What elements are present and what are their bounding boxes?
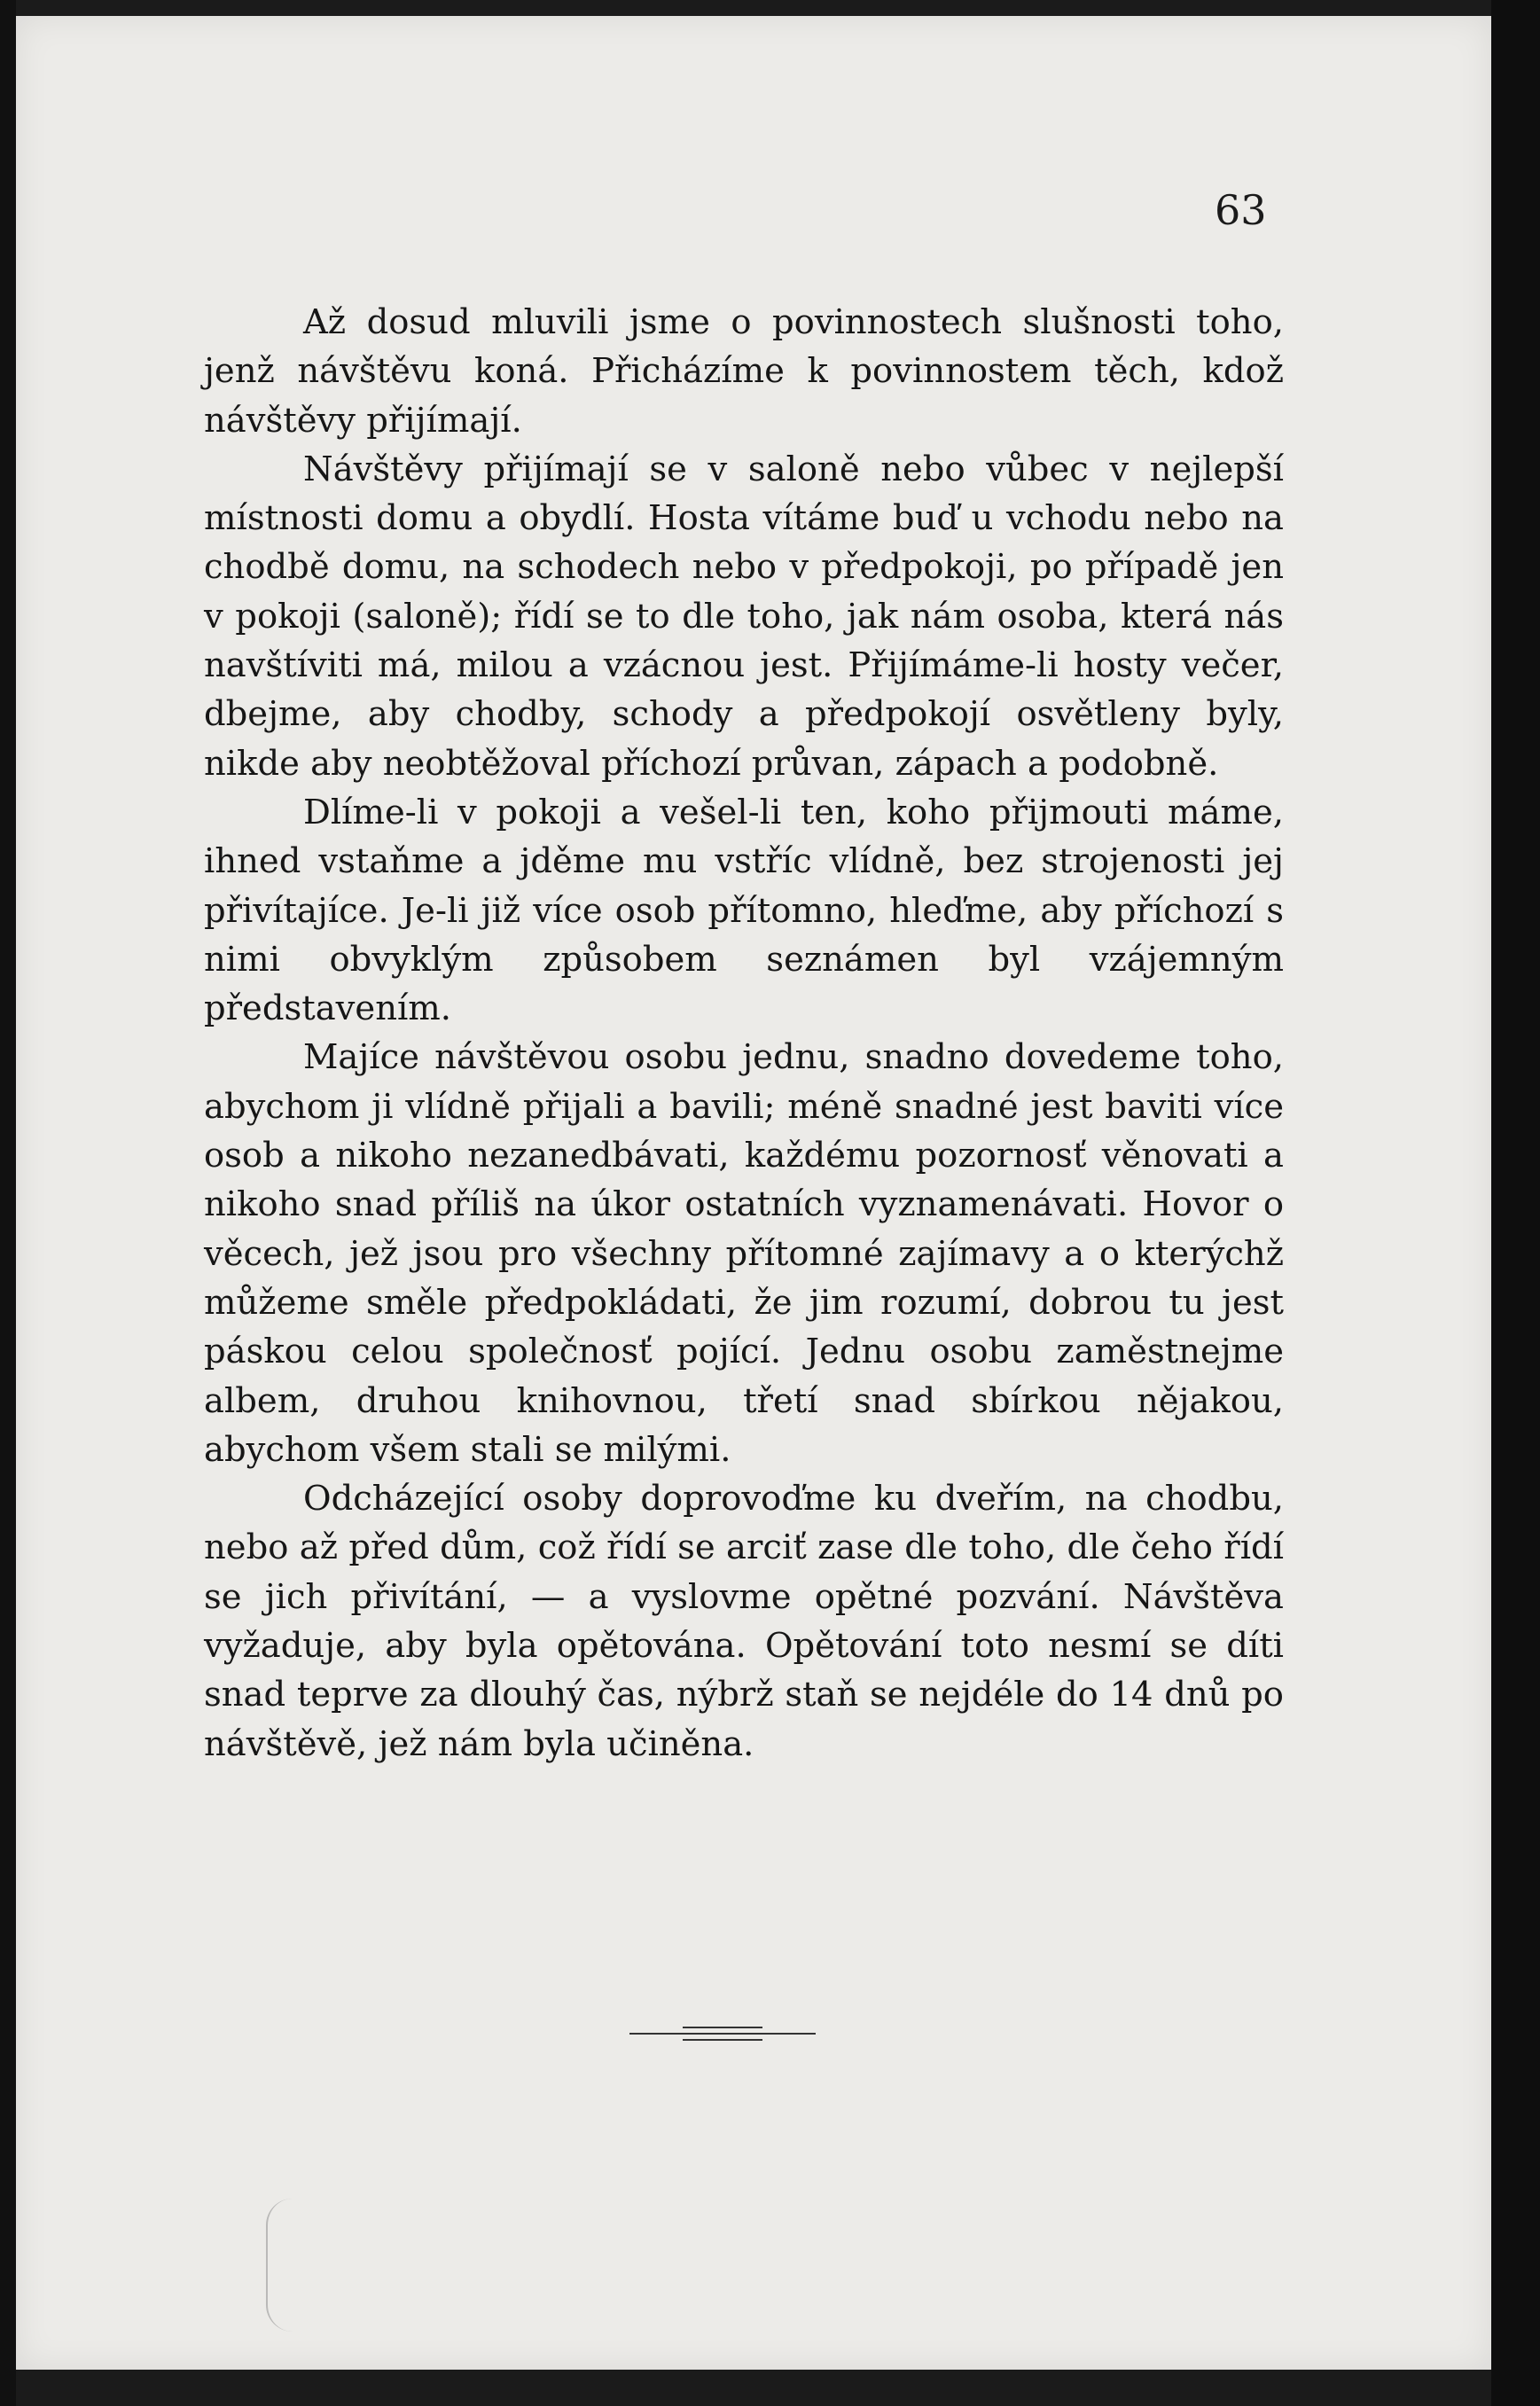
paragraph-5: Odcházející osoby doprovoďme ku dveřím, na chodbu, nebo až před dům, což řídí se arciť zase dle toho, dle čeho řídí se jich přivítání, — a vyslovme opětné pozvání. Návštěva vyžaduje, aby byla opětována. Opětování toto nesmí se díti snad teprve za dlouhý čas, nýbrž staň se nejdéle do 14 dnů po návštěvě, jež nám byla učiněna. xyxy=(204,1479,1284,1764)
margin-pencil-mark xyxy=(266,2199,294,2332)
ornament-line-bottom xyxy=(683,2039,762,2041)
body-text xyxy=(204,298,1284,1769)
page-number: 63 xyxy=(1215,186,1267,234)
paragraph-3: Dlíme-li v pokoji a vešel-li ten, koho přijmouti máme, ihned vstaňme a jděme mu vstříc vlídně, bez strojenosti jej přivítajíce. Je-li již více osob přítomno, hleďme, aby příchozí s nimi obvyklým způsobem seznámen byl vzájemným představením. xyxy=(204,792,1284,1029)
scan-left-edge xyxy=(0,0,16,2406)
section-end-ornament xyxy=(629,2025,816,2043)
scan-right-edge xyxy=(1491,0,1540,2406)
ornament-line-top xyxy=(683,2027,762,2028)
paragraph-1: Až dosud mluvili jsme o povinnostech slušnosti toho, jenž návštěvu koná. Přicházíme k povinnostem těch, kdož návštěvy přijímají. xyxy=(204,302,1284,441)
ornament-line-middle xyxy=(629,2033,816,2035)
paragraph-4: Majíce návštěvou osobu jednu, snadno dovedeme toho, abychom ji vlídně přijali a bavili; méně snadné jest baviti více osob a nikoho nezanedbávati, každému pozornosť věnovati a nikoho snad příliš na úkor ostatních vyznamenávati. Hovor o věcech, jež jsou pro všechny přítomné zajímavy a o kterýchž můžeme směle předpokládati, že jim rozumí, dobrou tu jest páskou celou společnosť pojící. Jednu osobu zaměstnejme albem, druhou knihovnou, třetí snad sbírkou nějakou, abychom všem stali se milými. xyxy=(204,1037,1284,1470)
paragraph-2: Návštěvy přijímají se v saloně nebo vůbec v nejlepší místnosti domu a obydlí. Hosta vítáme buď u vchodu nebo na chodbě domu, na schodech nebo v předpokoji, po případě jen v pokoji (saloně); řídí se to dle toho, jak nám osoba, která nás navštíviti má, milou a vzácnou jest. Přijímáme-li hosty večer, dbejme, aby chodby, schody a předpokojí osvětleny byly, nikde aby neobtěžoval příchozí průvan, zápach a podobně. xyxy=(204,449,1284,784)
